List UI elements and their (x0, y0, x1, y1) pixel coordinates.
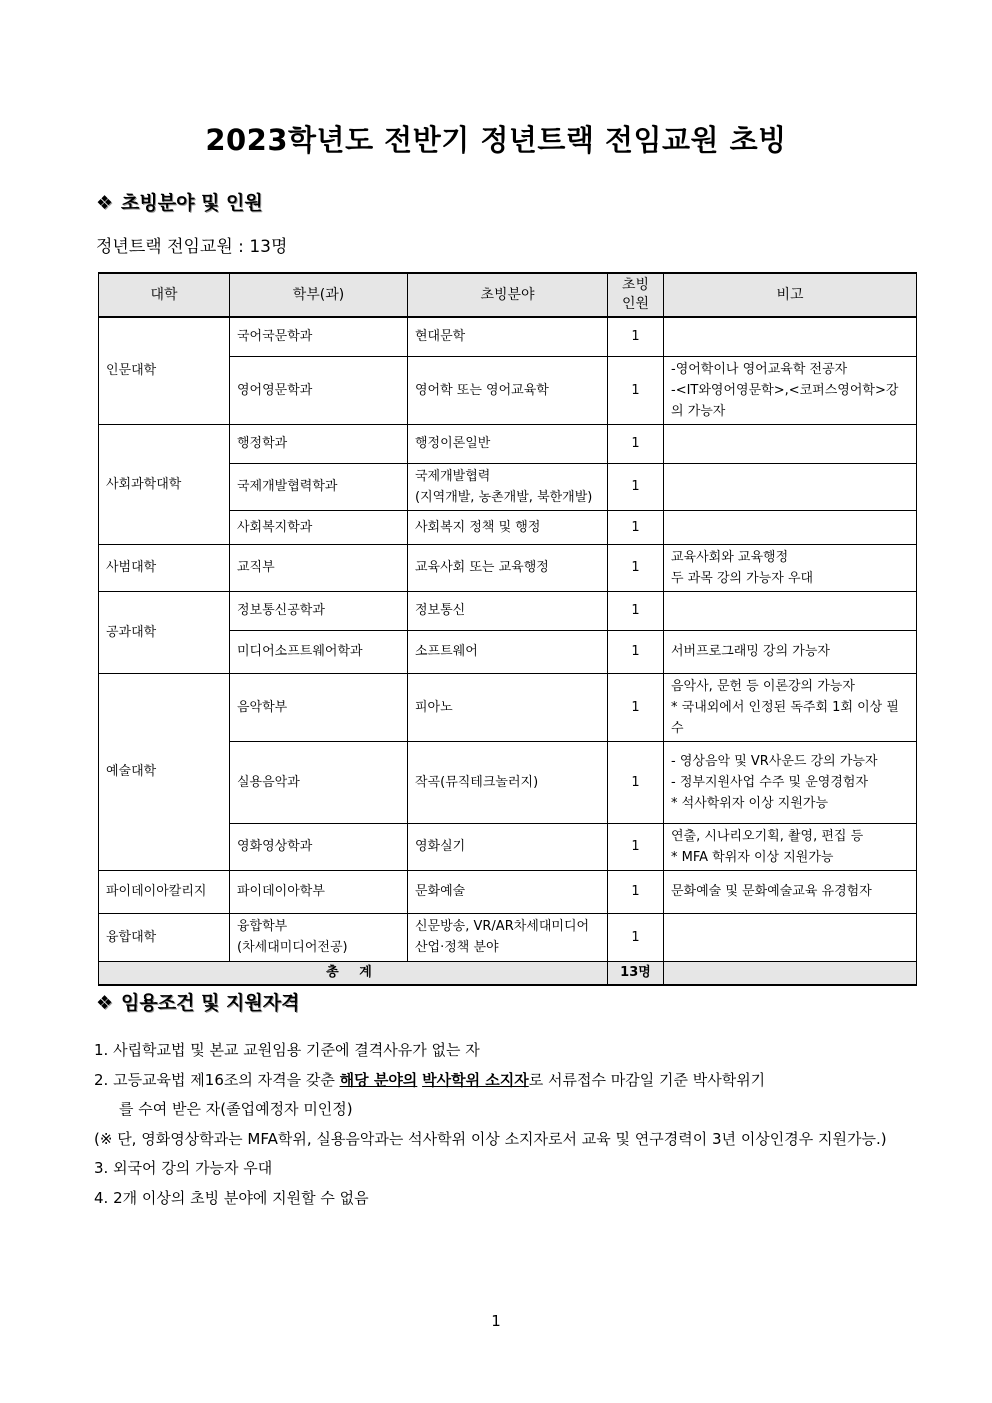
field-cell: 현대문학 (408, 317, 608, 356)
department-cell: 정보통신공학과 (230, 591, 408, 630)
condition-2-emphasis-field: 해당 분야의 (339, 1070, 418, 1089)
total-note (664, 961, 917, 985)
condition-item-1: 1. 사립학교법 및 본교 교원임용 기준에 결격사유가 없는 자 (94, 1041, 480, 1059)
note-cell: 연출, 시나리오기획, 촬영, 편집 등 * MFA 학위자 이상 지원가능 (664, 823, 917, 870)
field-cell: 국제개발협력 (지역개발, 농촌개발, 북한개발) (408, 463, 608, 510)
table-row (99, 424, 917, 463)
total-label: 총 계 (99, 961, 608, 985)
table-row (99, 673, 917, 741)
department-cell: 교직부 (230, 544, 408, 591)
count-cell: 1 (608, 870, 664, 913)
count-cell: 1 (608, 913, 664, 961)
count-cell: 1 (608, 424, 664, 463)
qualification-list (94, 1036, 904, 1213)
note-cell (664, 317, 917, 356)
condition-item-2 (94, 1066, 904, 1096)
condition-2-text-cont: 로 서류접수 마감일 기준 박사학위기 (528, 1070, 766, 1089)
field-cell: 피아노 (408, 673, 608, 741)
field-cell: 영어학 또는 영어교육학 (408, 356, 608, 424)
table-row (99, 317, 917, 356)
field-cell: 사회복지 정책 및 행정 (408, 510, 608, 544)
count-cell: 1 (608, 591, 664, 630)
department-cell: 융합학부 (차세대미디어전공) (230, 913, 408, 961)
field-cell: 행정이론일반 (408, 424, 608, 463)
department-cell: 국제개발협력학과 (230, 463, 408, 510)
recruitment-table (98, 272, 917, 986)
note-cell (664, 463, 917, 510)
college-cell: 파이데이아칼리지 (99, 870, 230, 913)
count-cell: 1 (608, 630, 664, 673)
section-heading-recruitment (96, 188, 263, 215)
condition-item-3: 3. 외국어 강의 가능자 우대 (94, 1159, 273, 1177)
diamond-bullet-icon: ❖ (96, 192, 114, 214)
condition-note: (※ 단, 영화영상학과는 MFA학위, 실용음악과는 석사학위 이상 소지자로서 교육 및 연구경력이 3년 이상인경우 지원가능.) (94, 1129, 887, 1148)
count-cell: 1 (608, 544, 664, 591)
section-heading-qualifications (96, 988, 299, 1015)
table-row (99, 544, 917, 591)
college-cell: 사회과학대학 (99, 424, 230, 544)
table-header-row (99, 273, 917, 317)
count-cell: 1 (608, 317, 664, 356)
table-row (99, 913, 917, 961)
total-count: 13명 (608, 961, 664, 985)
field-cell: 소프트웨어 (408, 630, 608, 673)
page-title: 2023학년도 전반기 정년트랙 전임교원 초빙 (205, 123, 787, 157)
department-cell: 파이데이아학부 (230, 870, 408, 913)
note-cell (664, 591, 917, 630)
count-cell: 1 (608, 741, 664, 823)
recruitment-summary: 정년트랙 전임교원 : 13명 (96, 237, 288, 257)
header-department: 학부(과) (230, 273, 408, 317)
field-cell: 교육사회 또는 교육행정 (408, 544, 608, 591)
department-cell: 음악학부 (230, 673, 408, 741)
section-heading-text: 임용조건 및 지원자격 (121, 992, 300, 1014)
section-heading-text: 초빙분야 및 인원 (121, 192, 263, 214)
header-field: 초빙분야 (408, 273, 608, 317)
page-number: 1 (491, 1312, 501, 1330)
department-cell: 행정학과 (230, 424, 408, 463)
count-cell: 1 (608, 510, 664, 544)
field-cell: 영화실기 (408, 823, 608, 870)
department-cell: 실용음악과 (230, 741, 408, 823)
condition-item-4: 4. 2개 이상의 초빙 분야에 지원할 수 없음 (94, 1188, 369, 1207)
note-cell: 교육사회와 교육행정 두 과목 강의 가능자 우대 (664, 544, 917, 591)
note-cell: 서버프로그래밍 강의 가능자 (664, 630, 917, 673)
college-cell: 인문대학 (99, 317, 230, 424)
count-cell: 1 (608, 823, 664, 870)
field-cell: 문화예술 (408, 870, 608, 913)
field-cell: 신문방송, VR/AR차세대미디어 산업·정책 분야 (408, 913, 608, 961)
college-cell: 사범대학 (99, 544, 230, 591)
header-college: 대학 (99, 273, 230, 317)
college-cell: 공과대학 (99, 591, 230, 673)
count-cell: 1 (608, 463, 664, 510)
note-cell: -영어학이나 영어교육학 전공자 -<IT와영어영문학>,<코퍼스영어학>강의 가능자 (664, 356, 917, 424)
department-cell: 영어영문학과 (230, 356, 408, 424)
condition-2-text: 2. 고등교육법 제16조의 자격을 갖춘 (94, 1070, 340, 1089)
header-note: 비고 (664, 273, 917, 317)
field-cell: 정보통신 (408, 591, 608, 630)
note-cell (664, 510, 917, 544)
table-total-row (99, 961, 917, 985)
table-row (99, 591, 917, 630)
note-cell (664, 913, 917, 961)
department-cell: 미디어소프트웨어학과 (230, 630, 408, 673)
college-cell: 융합대학 (99, 913, 230, 961)
condition-2-emphasis-degree: 박사학위 소지자 (422, 1070, 529, 1089)
department-cell: 영화영상학과 (230, 823, 408, 870)
field-cell: 작곡(뮤직테크놀러지) (408, 741, 608, 823)
note-cell (664, 424, 917, 463)
department-cell: 국어국문학과 (230, 317, 408, 356)
condition-item-2-cont: 를 수여 받은 자(졸업예정자 미인정) (119, 1100, 353, 1118)
header-count: 초빙 인원 (608, 273, 664, 317)
table-row (99, 870, 917, 913)
count-cell: 1 (608, 673, 664, 741)
diamond-bullet-icon: ❖ (96, 992, 114, 1014)
note-cell: 음악사, 문헌 등 이론강의 가능자 * 국내외에서 인정된 독주회 1회 이상 필수 (664, 673, 917, 741)
note-cell: - 영상음악 및 VR사운드 강의 가능자 - 정부지원사업 수주 및 운영경험자 * 석사학위자 이상 지원가능 (664, 741, 917, 823)
college-cell: 예술대학 (99, 673, 230, 870)
count-cell: 1 (608, 356, 664, 424)
note-cell: 문화예술 및 문화예술교육 유경험자 (664, 870, 917, 913)
department-cell: 사회복지학과 (230, 510, 408, 544)
